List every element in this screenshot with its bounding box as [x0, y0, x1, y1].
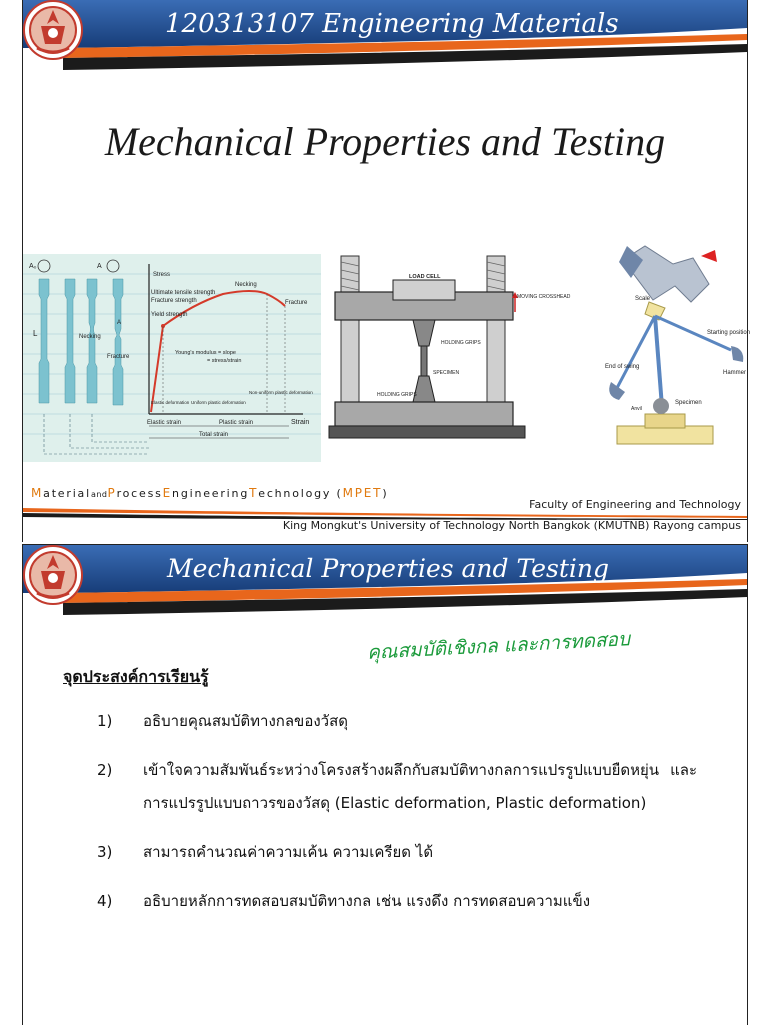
label-modulus-1: Young's modulus = slope	[175, 350, 236, 356]
objective-text: อธิบายหลักการทดสอบสมบัติทางกล เช่น แรงดึง การทดสอบความแข็ง	[143, 892, 591, 910]
label-plastic-strain: Plastic strain	[219, 420, 254, 426]
slide-2-title: Mechanical Properties and Testing	[167, 554, 609, 583]
objective-number: 1)	[97, 712, 113, 730]
label-yield: Yield strength	[151, 312, 188, 318]
label-strain: Strain	[291, 419, 310, 426]
kmutnb-logo-2	[23, 545, 83, 605]
label-a: A	[97, 263, 102, 270]
label-nonuniform-def: Non-uniform plastic deformation	[249, 390, 313, 395]
label-total-strain: Total strain	[199, 432, 229, 438]
objective-text: สามารถคำนวณค่าความเค้น ความเครียด ได้	[143, 843, 434, 861]
label-fracture-strength: Fracture strength	[151, 298, 197, 304]
label-hammer: Hammer	[723, 370, 747, 376]
label-moving-crosshead: MOVING CROSSHEAD	[517, 294, 571, 300]
label-holding-grips-bottom: HOLDING GRIPS	[377, 392, 417, 398]
label-necking-top: Necking	[235, 282, 257, 288]
label-starting-position: Starting position	[707, 330, 751, 336]
label-a1: A	[117, 320, 122, 326]
label-fracture-right: Fracture	[285, 300, 308, 306]
label-stress: Stress	[153, 272, 171, 278]
label-end-of-swing: End of swing	[605, 364, 640, 370]
label-load-cell: LOAD CELL	[409, 274, 441, 280]
objective-item	[97, 836, 697, 869]
objective-item	[97, 885, 697, 918]
handwritten-note: คุณสมบัติเชิงกล และการทดสอบ	[366, 628, 631, 664]
label-l: L	[33, 329, 38, 338]
objectives-heading: จุดประสงค์การเรียนรู้	[63, 667, 209, 686]
objective-text: อธิบายคุณสมบัติทางกลของวัสดุ	[143, 712, 348, 730]
objective-number: 4)	[97, 892, 113, 910]
label-specimen-machine: SPECIMEN	[433, 370, 460, 376]
slide-1-banner	[23, 0, 747, 78]
university-name: King Mongkut's University of Technology North Bangkok (KMUTNB) Rayong campus	[282, 519, 741, 532]
label-anvil: Anvil	[631, 406, 642, 412]
faculty-name: Faculty of Engineering and Technology	[529, 498, 741, 511]
stress-strain-figure	[23, 254, 321, 462]
label-fracture-left: Fracture	[107, 354, 130, 360]
label-uts: Ultimate tensile strength	[151, 290, 216, 296]
label-necking-left: Necking	[79, 334, 101, 340]
kmutnb-logo	[23, 0, 83, 60]
label-uniform-def: Uniform plastic deformation	[191, 400, 246, 405]
program-name: MaterialandProcessEngineeringTechnology (MPET)	[31, 486, 389, 500]
objective-text: เข้าใจความสัมพันธ์ระหว่างโครงสร้างผลึกกับสมบัติทางกลการแปรรูปแบบยืดหยุ่น และการแปรรูปแบบถาวรของวัสดุ (Elastic deformation, Plastic deformation)	[143, 761, 697, 812]
objective-item	[97, 754, 697, 820]
course-title: 120313107 Engineering Materials	[165, 9, 619, 39]
label-scale: Scale	[635, 296, 651, 302]
tensile-testing-machine	[329, 256, 571, 452]
main-title: Mechanical Properties and Testing	[104, 119, 666, 164]
charpy-impact-tester	[583, 240, 751, 450]
objective-item	[97, 705, 697, 738]
objective-number: 3)	[97, 843, 113, 861]
label-elastic-strain: Elastic strain	[147, 420, 182, 426]
slide-2	[22, 544, 748, 1025]
label-a0: A₀	[29, 263, 37, 270]
objectives-list	[97, 705, 697, 934]
slide-1	[22, 0, 751, 542]
objective-number: 2)	[97, 761, 113, 779]
slide-2-banner	[23, 545, 747, 623]
label-specimen-charpy: Specimen	[675, 400, 702, 406]
label-modulus-2: = stress/strain	[207, 358, 242, 364]
label-elastic-def: Elastic deformation	[151, 400, 190, 405]
label-holding-grips-top: HOLDING GRIPS	[441, 340, 481, 346]
